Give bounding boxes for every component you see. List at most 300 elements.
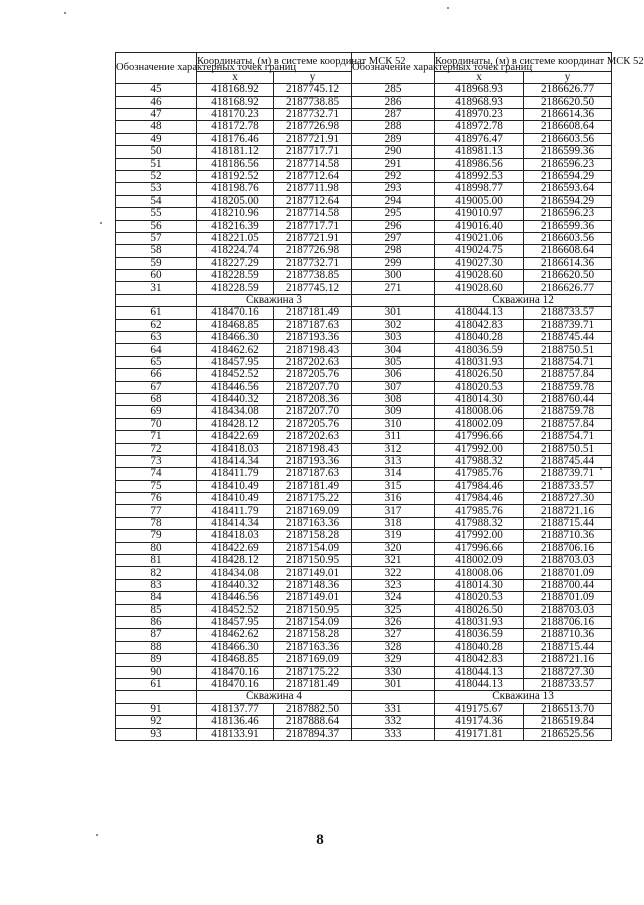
point-id-left: 53 <box>116 183 197 195</box>
point-id-right: 307 <box>352 381 435 393</box>
y-value-right: 2188733.57 <box>524 480 612 492</box>
y-value-right: 2186614.36 <box>524 108 612 120</box>
table-row <box>116 208 612 220</box>
point-id-right: 303 <box>352 332 435 344</box>
point-id-right: 322 <box>352 567 435 579</box>
x-value-left: 418411.79 <box>197 505 274 517</box>
y-value-left: 2187745.12 <box>274 84 352 96</box>
table-row <box>116 232 612 244</box>
table-row <box>116 158 612 170</box>
table-body <box>116 53 644 741</box>
coord-system-header-right: Координаты, (м) в системе координат МСК 52 <box>435 53 612 72</box>
y-value-left: 2187714.58 <box>274 208 352 220</box>
x-value-left: 418452.52 <box>197 369 274 381</box>
table-row <box>116 480 612 492</box>
table-row <box>116 654 612 666</box>
point-id-left: 79 <box>116 530 197 542</box>
x-value-left: 418205.00 <box>197 195 274 207</box>
x-value-left: 418418.03 <box>197 443 274 455</box>
table-row <box>116 728 612 740</box>
x-value-left: 418414.34 <box>197 455 274 467</box>
y-value-left: 2187187.63 <box>274 319 352 331</box>
x-value-left: 418422.69 <box>197 542 274 554</box>
y-value-right: 2186626.77 <box>524 282 612 294</box>
x-value-right: 418981.13 <box>435 146 524 158</box>
y-value-right: 2186599.36 <box>524 220 612 232</box>
point-id-left: 56 <box>116 220 197 232</box>
point-id-left: 73 <box>116 455 197 467</box>
table-row <box>116 579 612 591</box>
x-value-left: 418466.30 <box>197 641 274 653</box>
y-value-left: 2187717.71 <box>274 146 352 158</box>
y-value-right: 2188703.03 <box>524 604 612 616</box>
x-value-left: 418446.56 <box>197 592 274 604</box>
point-id-right: 312 <box>352 443 435 455</box>
point-label-header-right: Обозначение характерных точек границ <box>352 53 435 84</box>
y-value-left: 2187175.22 <box>274 493 352 505</box>
table-row <box>116 332 612 344</box>
y-value-right: 2188759.78 <box>524 406 612 418</box>
x-header-right: x <box>435 72 524 84</box>
scan-speck <box>64 12 66 14</box>
point-id-right: 301 <box>352 678 435 690</box>
x-value-left: 418168.92 <box>197 84 274 96</box>
section-spacer-left <box>116 294 197 306</box>
table-row <box>116 493 612 505</box>
x-value-right: 419028.60 <box>435 282 524 294</box>
x-value-left: 418457.95 <box>197 617 274 629</box>
point-id-right: 300 <box>352 270 435 282</box>
y-value-right: 2188706.16 <box>524 617 612 629</box>
table-row <box>116 604 612 616</box>
y-value-left: 2187207.70 <box>274 406 352 418</box>
table-row <box>116 381 612 393</box>
x-value-left: 418224.74 <box>197 245 274 257</box>
y-value-right: 2188757.84 <box>524 418 612 430</box>
x-value-left: 418470.16 <box>197 678 274 690</box>
point-id-left: 85 <box>116 604 197 616</box>
x-value-left: 418136.46 <box>197 716 274 728</box>
x-value-left: 418470.16 <box>197 307 274 319</box>
x-value-right: 418008.06 <box>435 406 524 418</box>
table-row <box>116 356 612 368</box>
x-value-left: 418462.62 <box>197 629 274 641</box>
point-id-left: 89 <box>116 654 197 666</box>
table-row <box>116 220 612 232</box>
point-id-left: 81 <box>116 555 197 567</box>
x-value-right: 418008.06 <box>435 567 524 579</box>
table-row <box>116 567 612 579</box>
x-value-right: 418040.28 <box>435 641 524 653</box>
section-title-left: Скважина 4 <box>197 691 352 703</box>
section-title-right: Скважина 13 <box>435 691 612 703</box>
scan-speck <box>447 7 449 9</box>
x-value-left: 418172.78 <box>197 121 274 133</box>
x-value-left: 418221.05 <box>197 232 274 244</box>
point-id-right: 316 <box>352 493 435 505</box>
x-value-right: 418020.53 <box>435 592 524 604</box>
point-id-left: 91 <box>116 703 197 715</box>
x-value-left: 418192.52 <box>197 170 274 182</box>
y-value-left: 2187202.63 <box>274 431 352 443</box>
section-title-left: Скважина 3 <box>197 294 352 306</box>
y-value-left: 2187726.98 <box>274 245 352 257</box>
table-row <box>116 431 612 443</box>
point-id-right: 315 <box>352 480 435 492</box>
table-row <box>116 592 612 604</box>
table-row <box>116 319 612 331</box>
x-value-right: 418042.83 <box>435 319 524 331</box>
point-id-left: 83 <box>116 579 197 591</box>
y-value-left: 2187198.43 <box>274 344 352 356</box>
y-value-left: 2187169.09 <box>274 654 352 666</box>
table-row <box>116 703 612 715</box>
point-id-left: 46 <box>116 96 197 108</box>
y-value-left: 2187738.85 <box>274 270 352 282</box>
point-id-left: 50 <box>116 146 197 158</box>
x-value-right: 419027.30 <box>435 257 524 269</box>
x-value-left: 418137.77 <box>197 703 274 715</box>
x-value-left: 418452.52 <box>197 604 274 616</box>
y-value-right: 2188700.44 <box>524 579 612 591</box>
table-row <box>116 641 612 653</box>
y-value-left: 2187163.36 <box>274 641 352 653</box>
table-row <box>116 195 612 207</box>
header-row <box>116 53 612 72</box>
y-value-left: 2187882.50 <box>274 703 352 715</box>
y-value-right: 2188750.51 <box>524 443 612 455</box>
point-id-left: 58 <box>116 245 197 257</box>
x-value-right: 417988.32 <box>435 455 524 467</box>
point-id-left: 47 <box>116 108 197 120</box>
y-value-right: 2186596.23 <box>524 208 612 220</box>
point-id-right: 320 <box>352 542 435 554</box>
y-value-right: 2186603.56 <box>524 133 612 145</box>
point-id-right: 299 <box>352 257 435 269</box>
point-id-left: 51 <box>116 158 197 170</box>
point-id-right: 296 <box>352 220 435 232</box>
x-value-right: 419028.60 <box>435 270 524 282</box>
coordinates-table <box>115 52 644 741</box>
point-id-left: 61 <box>116 678 197 690</box>
y-value-right: 2188739.71 <box>524 468 612 480</box>
x-value-right: 418998.77 <box>435 183 524 195</box>
point-id-right: 319 <box>352 530 435 542</box>
section-spacer-right <box>352 294 435 306</box>
x-header-left: x <box>197 72 274 84</box>
y-value-left: 2187149.01 <box>274 567 352 579</box>
y-value-right: 2188739.71 <box>524 319 612 331</box>
x-value-right: 419005.00 <box>435 195 524 207</box>
point-id-left: 78 <box>116 517 197 529</box>
scan-speck <box>96 834 98 836</box>
x-value-right: 418968.93 <box>435 84 524 96</box>
y-value-right: 2186614.36 <box>524 257 612 269</box>
point-id-left: 80 <box>116 542 197 554</box>
point-id-left: 57 <box>116 232 197 244</box>
x-value-right: 418036.59 <box>435 629 524 641</box>
x-value-left: 418440.32 <box>197 579 274 591</box>
point-id-right: 297 <box>352 232 435 244</box>
section-row <box>116 691 612 703</box>
y-header-left: y <box>274 72 352 84</box>
y-value-right: 2188710.36 <box>524 629 612 641</box>
point-id-left: 45 <box>116 84 197 96</box>
point-id-right: 306 <box>352 369 435 381</box>
y-value-right: 2188733.57 <box>524 678 612 690</box>
table-row <box>116 84 612 96</box>
x-value-right: 419021.06 <box>435 232 524 244</box>
y-value-left: 2187745.12 <box>274 282 352 294</box>
table-row <box>116 443 612 455</box>
point-id-left: 82 <box>116 567 197 579</box>
table-row <box>116 108 612 120</box>
point-id-right: 310 <box>352 418 435 430</box>
y-value-left: 2187202.63 <box>274 356 352 368</box>
point-id-right: 328 <box>352 641 435 653</box>
y-value-right: 2188721.16 <box>524 654 612 666</box>
x-value-left: 418468.85 <box>197 319 274 331</box>
x-value-right: 418031.93 <box>435 617 524 629</box>
point-id-left: 87 <box>116 629 197 641</box>
x-value-left: 418446.56 <box>197 381 274 393</box>
y-value-left: 2187207.70 <box>274 381 352 393</box>
point-id-right: 308 <box>352 393 435 405</box>
x-value-right: 418968.93 <box>435 96 524 108</box>
y-value-right: 2188701.09 <box>524 567 612 579</box>
table-row <box>116 245 612 257</box>
y-value-left: 2187193.36 <box>274 455 352 467</box>
y-value-right: 2188750.51 <box>524 344 612 356</box>
x-value-left: 418428.12 <box>197 418 274 430</box>
x-value-right: 417985.76 <box>435 468 524 480</box>
page-number: 8 <box>316 832 324 848</box>
point-id-right: 327 <box>352 629 435 641</box>
point-id-left: 49 <box>116 133 197 145</box>
y-value-right: 2188727.30 <box>524 666 612 678</box>
y-value-left: 2187721.91 <box>274 232 352 244</box>
section-spacer-left <box>116 691 197 703</box>
point-id-right: 287 <box>352 108 435 120</box>
x-value-right: 418970.23 <box>435 108 524 120</box>
x-value-right: 418972.78 <box>435 121 524 133</box>
point-id-right: 311 <box>352 431 435 443</box>
y-value-right: 2186608.64 <box>524 121 612 133</box>
x-value-right: 418044.13 <box>435 678 524 690</box>
table-row <box>116 270 612 282</box>
y-header-right: y <box>524 72 612 84</box>
y-value-left: 2187163.36 <box>274 517 352 529</box>
y-value-left: 2187187.63 <box>274 468 352 480</box>
y-value-left: 2187208.36 <box>274 393 352 405</box>
point-id-right: 301 <box>352 307 435 319</box>
x-value-right: 419171.81 <box>435 728 524 740</box>
table-row <box>116 369 612 381</box>
section-row <box>116 294 612 306</box>
point-id-left: 86 <box>116 617 197 629</box>
y-value-right: 2188760.44 <box>524 393 612 405</box>
point-id-left: 59 <box>116 257 197 269</box>
y-value-left: 2187158.28 <box>274 629 352 641</box>
point-id-left: 61 <box>116 307 197 319</box>
point-id-left: 72 <box>116 443 197 455</box>
point-id-right: 289 <box>352 133 435 145</box>
x-value-left: 418470.16 <box>197 666 274 678</box>
point-id-right: 290 <box>352 146 435 158</box>
coord-system-header-left: Координаты, (м) в системе координат МСК 52 <box>197 53 352 72</box>
x-value-left: 418434.08 <box>197 567 274 579</box>
x-value-left: 418210.96 <box>197 208 274 220</box>
y-value-left: 2187205.76 <box>274 369 352 381</box>
point-id-left: 88 <box>116 641 197 653</box>
x-value-right: 418026.50 <box>435 369 524 381</box>
x-value-right: 417988.32 <box>435 517 524 529</box>
point-id-right: 298 <box>352 245 435 257</box>
x-value-left: 418227.29 <box>197 257 274 269</box>
table-row <box>116 517 612 529</box>
point-id-left: 62 <box>116 319 197 331</box>
y-value-left: 2187154.09 <box>274 542 352 554</box>
y-value-left: 2187711.98 <box>274 183 352 195</box>
x-value-right: 417996.66 <box>435 542 524 554</box>
y-value-right: 2188715.44 <box>524 641 612 653</box>
point-id-right: 285 <box>352 84 435 96</box>
x-value-right: 418976.47 <box>435 133 524 145</box>
x-value-right: 417984.46 <box>435 480 524 492</box>
point-id-left: 77 <box>116 505 197 517</box>
y-value-right: 2188745.44 <box>524 332 612 344</box>
table-row <box>116 183 612 195</box>
point-id-left: 48 <box>116 121 197 133</box>
point-id-right: 291 <box>352 158 435 170</box>
y-value-left: 2187721.91 <box>274 133 352 145</box>
y-value-left: 2187717.71 <box>274 220 352 232</box>
x-value-right: 418020.53 <box>435 381 524 393</box>
x-value-left: 418411.79 <box>197 468 274 480</box>
x-value-right: 418014.30 <box>435 579 524 591</box>
point-id-right: 326 <box>352 617 435 629</box>
x-value-left: 418168.92 <box>197 96 274 108</box>
y-value-right: 2188754.71 <box>524 356 612 368</box>
y-value-left: 2187150.95 <box>274 555 352 567</box>
x-value-left: 418457.95 <box>197 356 274 368</box>
point-id-left: 67 <box>116 381 197 393</box>
x-value-right: 418026.50 <box>435 604 524 616</box>
x-value-right: 419016.40 <box>435 220 524 232</box>
x-value-left: 418434.08 <box>197 406 274 418</box>
table-row <box>116 121 612 133</box>
y-value-right: 2188706.16 <box>524 542 612 554</box>
y-value-right: 2186596.23 <box>524 158 612 170</box>
y-value-right: 2188754.71 <box>524 431 612 443</box>
table-row <box>116 418 612 430</box>
x-value-left: 418410.49 <box>197 493 274 505</box>
x-value-right: 418014.30 <box>435 393 524 405</box>
y-value-left: 2187149.01 <box>274 592 352 604</box>
y-value-right: 2186620.50 <box>524 96 612 108</box>
y-value-left: 2187181.49 <box>274 480 352 492</box>
x-value-right: 419174.36 <box>435 716 524 728</box>
point-id-left: 63 <box>116 332 197 344</box>
y-value-right: 2186599.36 <box>524 146 612 158</box>
table-row <box>116 146 612 158</box>
x-value-left: 418228.59 <box>197 282 274 294</box>
point-id-right: 314 <box>352 468 435 480</box>
x-value-left: 418468.85 <box>197 654 274 666</box>
y-value-left: 2187732.71 <box>274 257 352 269</box>
point-id-right: 302 <box>352 319 435 331</box>
y-value-right: 2186608.64 <box>524 245 612 257</box>
y-value-left: 2187732.71 <box>274 108 352 120</box>
point-id-right: 333 <box>352 728 435 740</box>
table-row <box>116 257 612 269</box>
x-value-left: 418198.76 <box>197 183 274 195</box>
x-value-right: 419010.97 <box>435 208 524 220</box>
point-id-right: 295 <box>352 208 435 220</box>
point-id-left: 76 <box>116 493 197 505</box>
x-value-left: 418440.32 <box>197 393 274 405</box>
point-id-left: 64 <box>116 344 197 356</box>
x-value-right: 418044.13 <box>435 307 524 319</box>
y-value-left: 2187712.64 <box>274 195 352 207</box>
point-id-left: 55 <box>116 208 197 220</box>
point-id-right: 294 <box>352 195 435 207</box>
table-row <box>116 555 612 567</box>
y-value-left: 2187148.36 <box>274 579 352 591</box>
point-id-right: 313 <box>352 455 435 467</box>
x-value-right: 418002.09 <box>435 418 524 430</box>
point-id-left: 68 <box>116 393 197 405</box>
x-value-right: 417984.46 <box>435 493 524 505</box>
y-value-right: 2188721.16 <box>524 505 612 517</box>
table-row <box>116 307 612 319</box>
point-id-right: 323 <box>352 579 435 591</box>
point-id-right: 288 <box>352 121 435 133</box>
point-id-right: 331 <box>352 703 435 715</box>
x-value-right: 418044.13 <box>435 666 524 678</box>
table-row <box>116 96 612 108</box>
point-id-left: 71 <box>116 431 197 443</box>
x-value-left: 418414.34 <box>197 517 274 529</box>
point-id-right: 305 <box>352 356 435 368</box>
x-value-right: 417985.76 <box>435 505 524 517</box>
x-value-left: 418216.39 <box>197 220 274 232</box>
point-id-left: 84 <box>116 592 197 604</box>
point-id-left: 31 <box>116 282 197 294</box>
x-value-right: 419175.67 <box>435 703 524 715</box>
scan-speck <box>600 468 602 470</box>
point-id-left: 52 <box>116 170 197 182</box>
point-id-left: 70 <box>116 418 197 430</box>
x-value-right: 418986.56 <box>435 158 524 170</box>
y-value-left: 2187714.58 <box>274 158 352 170</box>
table-row <box>116 716 612 728</box>
x-value-left: 418422.69 <box>197 431 274 443</box>
y-value-right: 2188757.84 <box>524 369 612 381</box>
table-row <box>116 505 612 517</box>
x-value-right: 417992.00 <box>435 530 524 542</box>
point-id-right: 324 <box>352 592 435 604</box>
table-row <box>116 666 612 678</box>
x-value-left: 418410.49 <box>197 480 274 492</box>
y-value-left: 2187150.95 <box>274 604 352 616</box>
y-value-right: 2186603.56 <box>524 232 612 244</box>
point-id-left: 66 <box>116 369 197 381</box>
point-id-right: 304 <box>352 344 435 356</box>
table-row <box>116 530 612 542</box>
x-value-left: 418176.46 <box>197 133 274 145</box>
y-value-right: 2188701.09 <box>524 592 612 604</box>
